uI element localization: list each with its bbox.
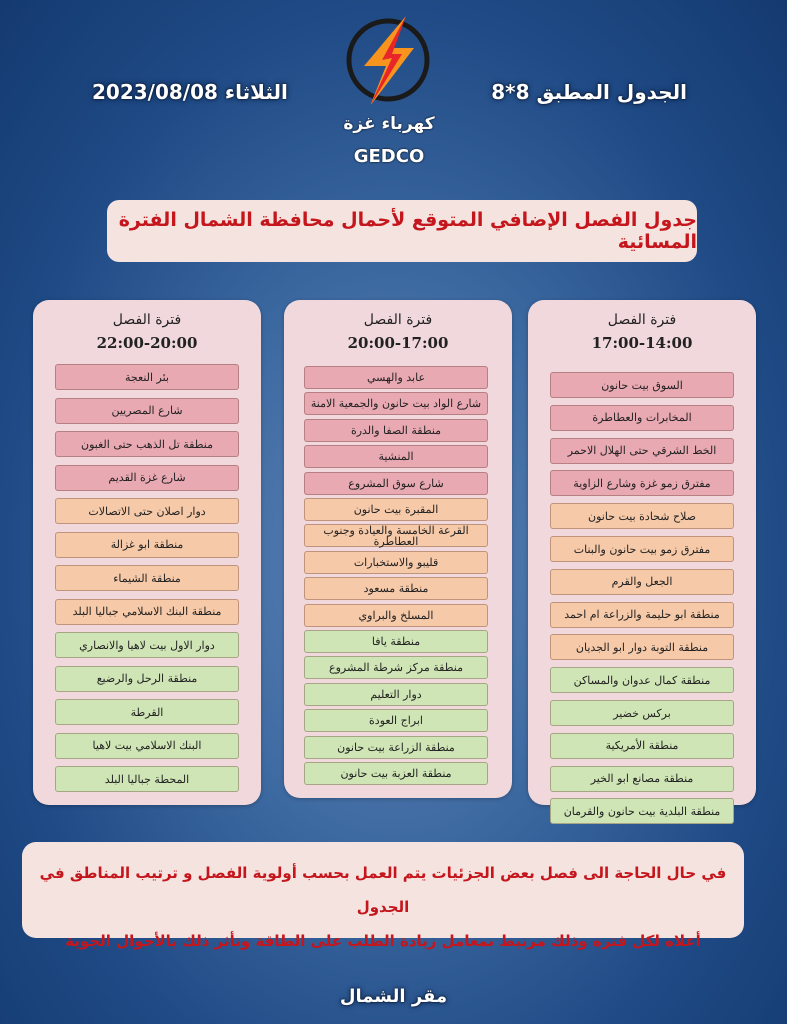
area-item: منطقة الرحل والرضيع: [55, 666, 239, 692]
area-item: منطقة العزبة بيت حانون: [304, 762, 488, 785]
area-item: بركس خضير: [550, 700, 734, 726]
period-time: 22:00-20:00: [96, 334, 198, 352]
area-item: شارع سوق المشروع: [304, 472, 488, 495]
period-panel: [33, 300, 261, 805]
area-item: قليبو والاستخبارات: [304, 551, 488, 574]
logo-english-name: GEDCO: [353, 146, 425, 167]
area-item: صلاح شحادة بيت حانون: [550, 503, 734, 529]
area-item: منطقة الصفا والدرة: [304, 419, 488, 442]
area-item: البنك الاسلامي بيت لاهيا: [55, 733, 239, 759]
area-item: مفترق زمو غزة وشارع الزاوية: [550, 470, 734, 496]
area-item: منطقة يافا: [304, 630, 488, 653]
area-item: منطقة البلدية بيت حانون والقرمان: [550, 798, 734, 824]
period-header: [33, 312, 261, 352]
date-text: 2023/08/08: [92, 80, 218, 104]
area-item: الجعل والقرم: [550, 569, 734, 595]
area-item: القرعة الخامسة والعيادة وجنوب العطاطرة: [304, 524, 488, 547]
period-label: فترة الفصل: [112, 312, 182, 328]
area-item: شارع الواد بيت حانون والجمعية الامنة: [304, 392, 488, 415]
area-item: منطقة تل الذهب حتى الغبون: [55, 431, 239, 457]
period-panel: [528, 300, 756, 818]
area-item: منطقة مركز شرطة المشروع: [304, 656, 488, 679]
area-item: منطقة مصانع ابو الخير: [550, 766, 734, 792]
area-item: المخابرات والعطاطرة: [550, 405, 734, 431]
area-item: دوار اصلان حتى الاتصالات: [55, 498, 239, 524]
period-header: [528, 312, 756, 352]
lightning-bolt-icon: [344, 14, 432, 104]
note-line-1: في حال الحاجة الى فصل بعض الجزئيات يتم العمل بحسب أولوية الفصل و ترتيب المناطق في الجدول: [39, 864, 727, 916]
area-item: منطقة الأمريكية: [550, 733, 734, 759]
priority-note: [22, 842, 744, 950]
area-item: المحطة جباليا البلد: [55, 766, 239, 792]
area-item: المنشية: [304, 445, 488, 468]
area-item: منطقة الشيماء: [55, 565, 239, 591]
period-label: فترة الفصل: [607, 312, 677, 328]
logo-arabic-name: كهرباء غزة: [343, 114, 435, 134]
period-time: 20:00-17:00: [347, 334, 449, 352]
area-item: القرطة: [55, 699, 239, 725]
area-item: عابد والهسي: [304, 366, 488, 389]
area-item: المسلخ والبراوي: [304, 604, 488, 627]
area-item: منطقة ابو حليمة والزراعة ام احمد: [550, 602, 734, 628]
schedule-label: الجدول المطبق 8*8: [491, 80, 687, 104]
area-item: منطقة البنك الاسلامي جباليا البلد: [55, 599, 239, 625]
area-item: منطقة كمال عدوان والمساكن: [550, 667, 734, 693]
period-header: [284, 312, 512, 352]
date-line: [92, 80, 288, 104]
area-item: شارع المصريين: [55, 398, 239, 424]
area-item: السوق بيت حانون: [550, 372, 734, 398]
area-item: ابراج العودة: [304, 709, 488, 732]
area-item: مفترق زمو بيت حانون والبنات: [550, 536, 734, 562]
page-title: جدول الفصل الإضافي المتوقع لأحمال محافظة الشمال الفترة المسائية: [107, 200, 697, 262]
area-item: منطقة ابو غزالة: [55, 532, 239, 558]
area-item: منطقة مسعود: [304, 577, 488, 600]
period-panel: [284, 300, 512, 798]
footer-office: مقر الشمال: [339, 986, 448, 1007]
period-label: فترة الفصل: [363, 312, 433, 328]
area-item: بئر النعجة: [55, 364, 239, 390]
area-item: شارع غزة القديم: [55, 465, 239, 491]
area-item: منطقة الزراعة بيت حانون: [304, 736, 488, 759]
area-item: الخط الشرقي حتى الهلال الاحمر: [550, 438, 734, 464]
area-item: منطقة التوبة دوار ابو الجديان: [550, 634, 734, 660]
note-line-2: أعلاه لكل فترة وذلك مرتبط بمعامل زيادة الطلب على الطاقة وتأثر ذلك بالأحوال الجوية: [65, 932, 701, 950]
day-text: الثلاثاء: [224, 80, 288, 104]
area-item: دوار التعليم: [304, 683, 488, 706]
area-item: دوار الاول بيت لاهيا والانصاري: [55, 632, 239, 658]
period-time: 17:00-14:00: [591, 334, 693, 352]
area-item: المقبرة بيت حانون: [304, 498, 488, 521]
